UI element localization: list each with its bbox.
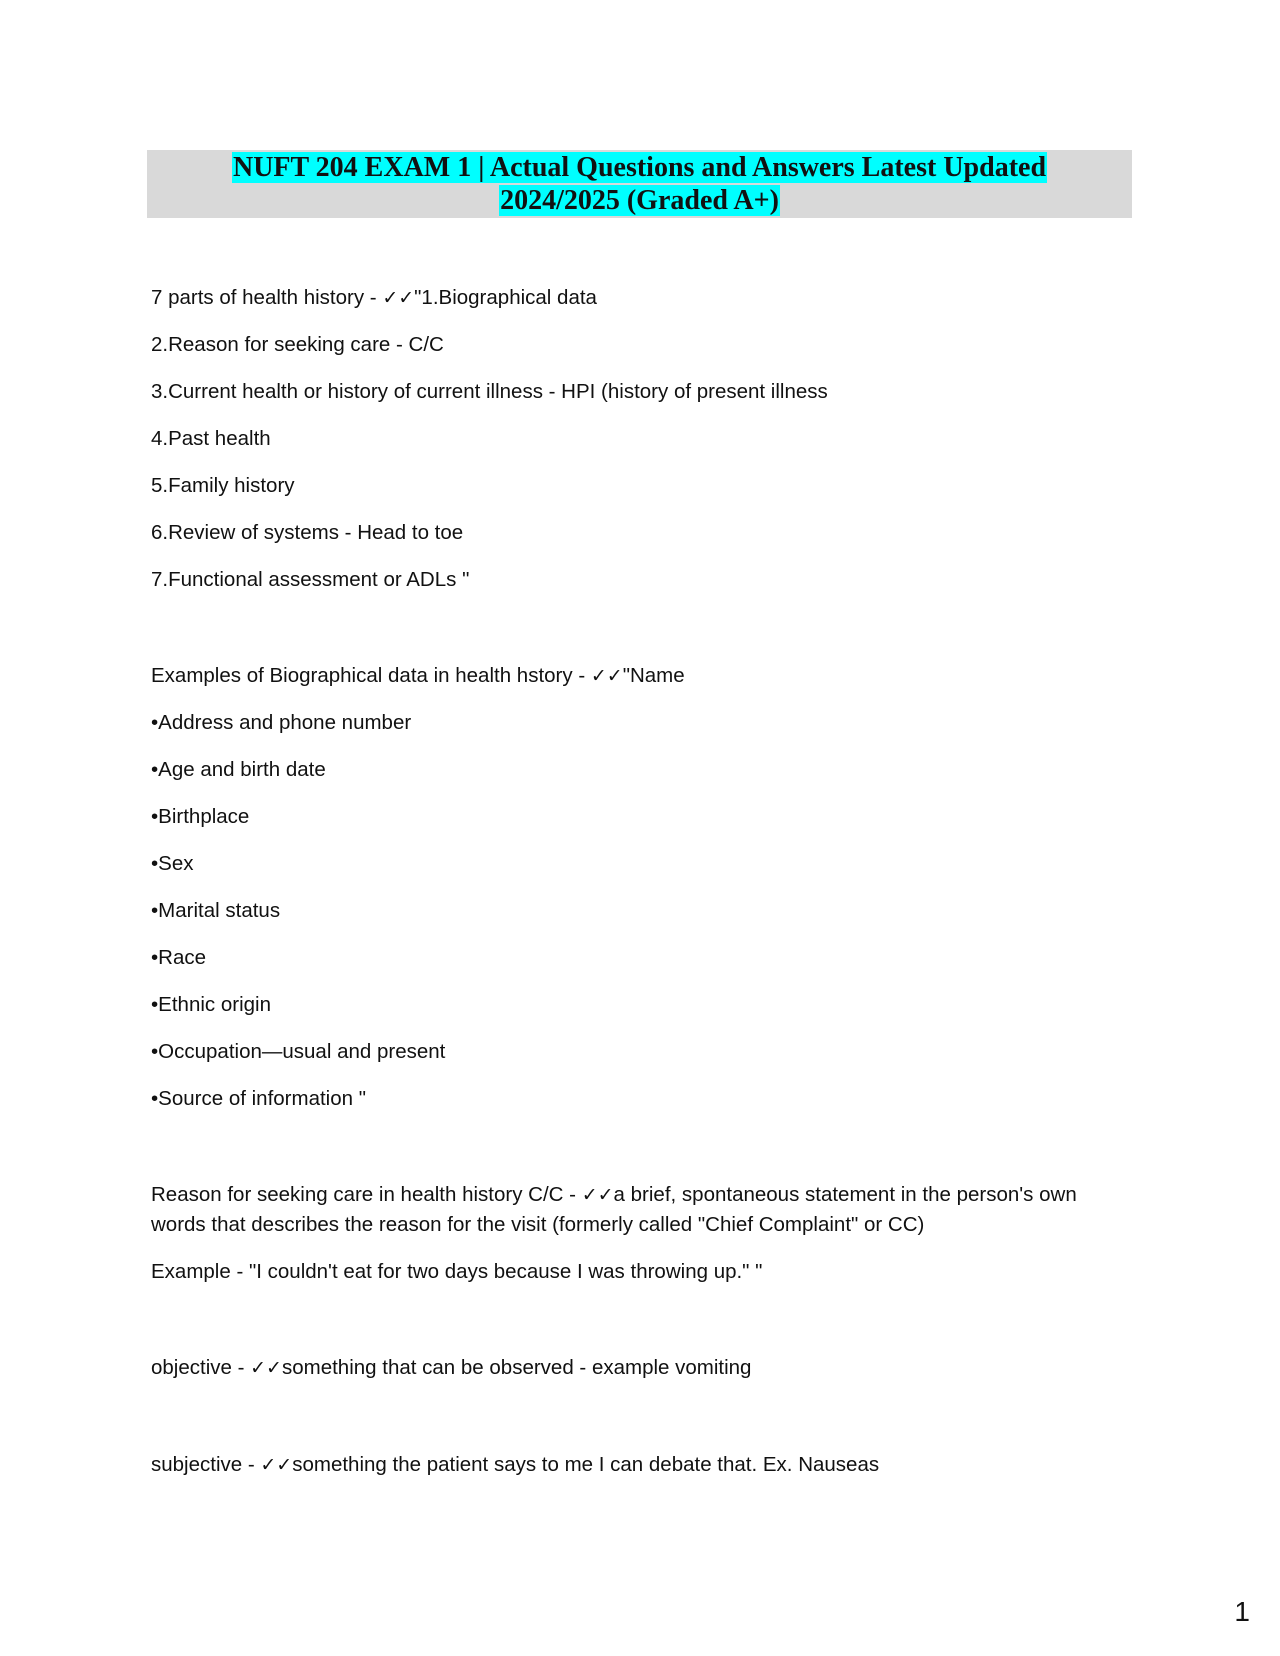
list-item: •Occupation—usual and present — [151, 1040, 446, 1063]
question-health-history-parts: 7 parts of health history - ✓✓"1.Biographical data — [151, 286, 597, 309]
list-item: •Race — [151, 946, 207, 969]
question-reason-for-seeking-care: Reason for seeking care in health history C/C - ✓✓a brief, spontaneous statement in the person's own — [151, 1183, 1077, 1206]
title-line-1: NUFT 204 EXAM 1 | Actual Questions and Answers Latest Updated — [232, 152, 1047, 183]
list-item: •Address and phone number — [151, 711, 412, 734]
check-marks: ✓✓ — [250, 1357, 282, 1379]
list-item: 5.Family history — [151, 474, 295, 497]
check-marks: ✓✓ — [260, 1454, 293, 1476]
list-item: •Ethnic origin — [151, 993, 271, 1016]
title-line-2: 2024/2025 (Graded A+) — [500, 185, 779, 216]
check-marks: ✓✓ — [581, 1184, 614, 1206]
answer-example: Example - "I couldn't eat for two days because I was throwing up." " — [151, 1260, 763, 1283]
list-item: •Marital status — [151, 899, 281, 922]
list-item: 3.Current health or history of current illness - HPI (history of present illness — [151, 380, 828, 403]
list-item: 4.Past health — [151, 427, 271, 450]
list-item: •Sex — [151, 852, 194, 875]
answer-continuation: words that describes the reason for the visit (formerly called "Chief Complaint" or CC) — [151, 1213, 925, 1236]
question-subjective: subjective - ✓✓something the patient says to me I can debate that. Ex. Nauseas — [151, 1453, 880, 1476]
page-number: 1 — [1234, 1596, 1250, 1627]
check-marks: ✓✓ — [382, 287, 415, 309]
check-marks: ✓✓ — [590, 665, 623, 687]
question-biographical-data: Examples of Biographical data in health hstory - ✓✓"Name — [151, 664, 685, 687]
document-title — [147, 150, 1132, 218]
list-item: •Birthplace — [151, 805, 250, 828]
list-item: 6.Review of systems - Head to toe — [151, 521, 464, 544]
list-item: 7.Functional assessment or ADLs " — [151, 568, 470, 591]
list-item: •Source of information " — [151, 1087, 366, 1110]
list-item: 2.Reason for seeking care - C/C — [151, 333, 444, 356]
list-item: •Age and birth date — [151, 758, 326, 781]
question-objective: objective - ✓✓something that can be observed - example vomiting — [151, 1356, 752, 1379]
